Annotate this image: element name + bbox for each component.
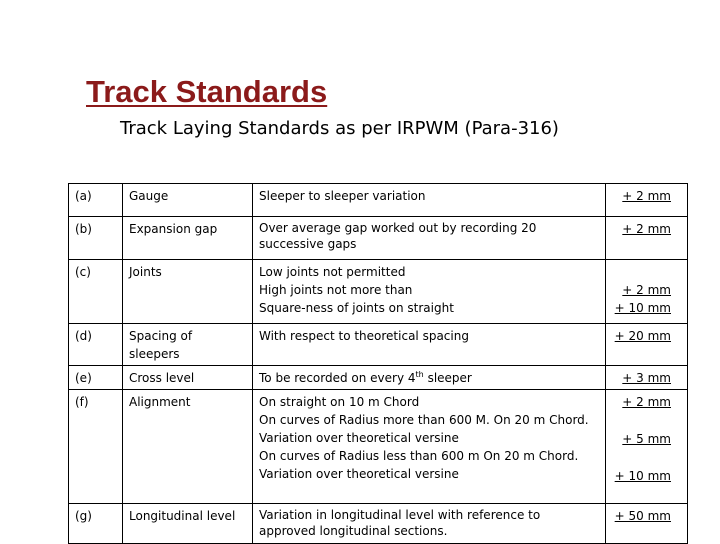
row-item: Cross level — [123, 366, 253, 390]
table-row — [69, 324, 688, 366]
row-tolerance: + 2 mm — [606, 184, 688, 217]
row-details: On straight on 10 m Chord On curves of Radius more than 600 M. On 20 m Chord. Variation over theoretical versine On curves of Radius less than 600 m On 20 m Chord. Variation over theoretical versine — [253, 390, 606, 504]
row-details: Variation in longitudinal level with reference to approved longitudinal sections. — [253, 504, 606, 544]
row-id: (a) — [69, 184, 123, 217]
row-tolerance: + 2 mm + 10 mm — [606, 260, 688, 324]
row-id: (d) — [69, 324, 123, 366]
row-details: Low joints not permitted High joints not more than Square-ness of joints on straight — [253, 260, 606, 324]
row-id: (e) — [69, 366, 123, 390]
table-row — [69, 260, 688, 324]
row-tolerance: + 2 mm + 5 mm + 10 mm — [606, 390, 688, 504]
row-item: Longitudinal level — [123, 504, 253, 544]
row-tolerance: + 3 mm — [606, 366, 688, 390]
table-row — [69, 217, 688, 260]
row-item: Joints — [123, 260, 253, 324]
row-id: (g) — [69, 504, 123, 544]
row-item: Alignment — [123, 390, 253, 504]
row-item: Gauge — [123, 184, 253, 217]
table-row — [69, 390, 688, 504]
row-details: To be recorded on every 4th sleeper — [253, 366, 606, 390]
row-details: Over average gap worked out by recording 20 successive gaps — [253, 217, 606, 260]
row-tolerance: + 20 mm — [606, 324, 688, 366]
row-item: Spacing of sleepers — [123, 324, 253, 366]
page-title: Track Standards — [86, 74, 328, 109]
row-tolerance: + 50 mm — [606, 504, 688, 544]
table-row — [69, 366, 688, 390]
page-subtitle: Track Laying Standards as per IRPWM (Para-316) — [120, 118, 559, 139]
standards-table — [68, 183, 688, 544]
row-item: Expansion gap — [123, 217, 253, 260]
row-id: (b) — [69, 217, 123, 260]
row-details: With respect to theoretical spacing — [253, 324, 606, 366]
row-id: (f) — [69, 390, 123, 504]
row-tolerance: + 2 mm — [606, 217, 688, 260]
table-row — [69, 504, 688, 544]
table-row — [69, 184, 688, 217]
row-details: Sleeper to sleeper variation — [253, 184, 606, 217]
row-id: (c) — [69, 260, 123, 324]
